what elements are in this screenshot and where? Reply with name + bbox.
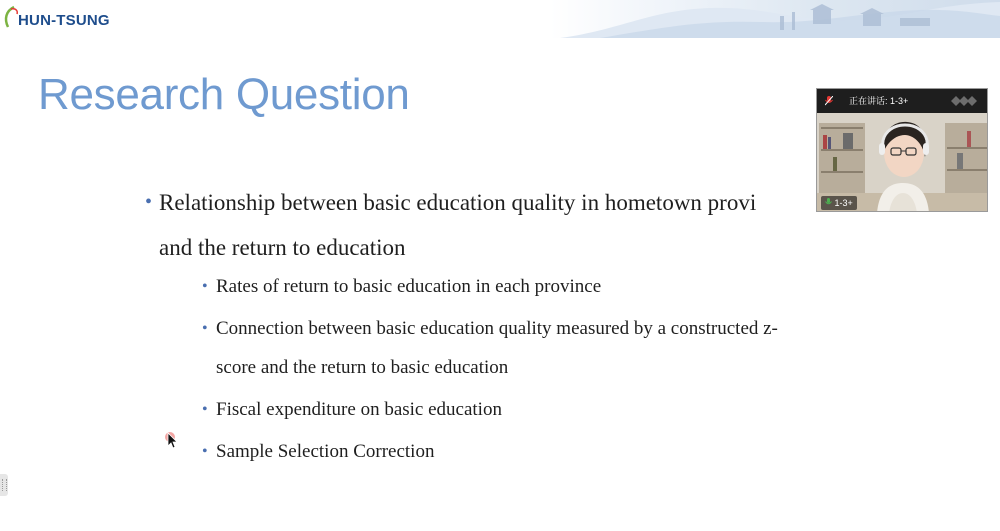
sub-bullet bbox=[202, 432, 842, 471]
bullet-icon: • bbox=[202, 320, 208, 337]
video-header bbox=[817, 89, 987, 113]
mouse-cursor-icon bbox=[164, 431, 178, 449]
bullet-icon: • bbox=[202, 443, 208, 460]
sub-bullet-line-1: Connection between basic education quality measured by a constructed z- bbox=[216, 318, 778, 339]
mic-active-icon bbox=[825, 198, 832, 207]
bullet-icon: • bbox=[202, 401, 208, 418]
logo-text: HUN-TSUNG bbox=[18, 11, 110, 29]
sub-bullet bbox=[202, 309, 842, 387]
bullet-icon: • bbox=[202, 278, 208, 295]
sub-bullet bbox=[202, 267, 842, 306]
sub-bullet-line-1: Fiscal expenditure on basic education bbox=[216, 399, 502, 420]
bullet-icon: • bbox=[145, 191, 153, 213]
sub-bullet-line-1: Sample Selection Correction bbox=[216, 441, 435, 462]
sub-bullet bbox=[202, 390, 842, 429]
banner-decoration bbox=[560, 0, 1000, 38]
video-feed bbox=[817, 113, 987, 212]
sub-bullet-line-1: Rates of return to basic education in each province bbox=[216, 276, 602, 297]
signal-icon bbox=[951, 95, 977, 107]
university-logo bbox=[2, 4, 110, 32]
speaking-indicator: 正在讲话: 1-3+ bbox=[849, 96, 909, 106]
participant-name-tag bbox=[821, 196, 857, 210]
mic-muted-icon[interactable] bbox=[825, 96, 833, 106]
main-bullet-line-2: and the return to education bbox=[159, 235, 406, 260]
participant-video-tile[interactable] bbox=[816, 88, 988, 212]
slide-title: Research Question bbox=[38, 70, 410, 119]
main-bullet-line-1: Relationship between basic education quality in hometown provi bbox=[159, 190, 757, 215]
slide-header-banner bbox=[0, 0, 1000, 38]
participant-name: 1-3+ bbox=[834, 198, 853, 208]
side-drag-handle[interactable] bbox=[0, 474, 8, 496]
sub-bullet-line-2: score and the return to basic education bbox=[216, 357, 509, 378]
main-bullet bbox=[145, 180, 835, 270]
